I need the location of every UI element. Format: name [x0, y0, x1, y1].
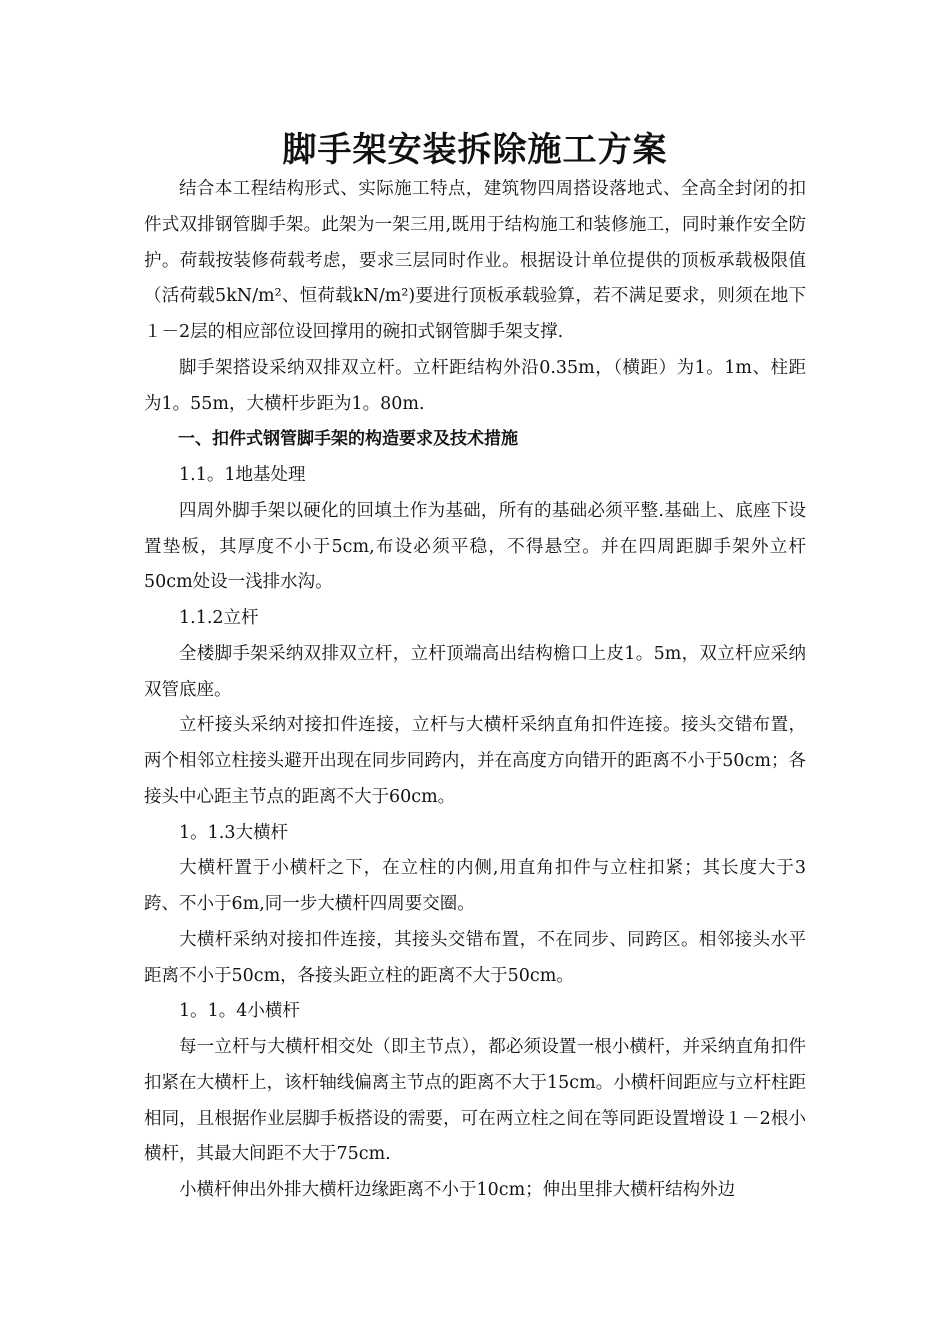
document-title: 脚手架安装拆除施工方案	[282, 130, 668, 170]
paragraph-transoms: 每一立杆与大横杆相交处（即主节点），都必须设置一根小横杆，并采纳直角扣件扣紧在大横杆上，该杆轴线偏离主节点的距离不大于15cm。小横杆间距应与立杆柱距相同，且根据作业层脚手板搭设的需要，可在两立柱之间在等同距设置增设１－2根小横杆，其最大间距不大于75cm.	[144, 1037, 806, 1165]
paragraph-intro: 结合本工程结构形式、实际施工特点，建筑物四周搭设落地式、全高全封闭的扣件式双排钢管脚手架。此架为一架三用,既用于结构施工和装修施工，同时兼作安全防护。荷载按装修荷载考虑，要求三层同时作业。根据设计单位提供的顶板承载极限值（活荷载5kN/m²、恒荷载kN/m²)要进行顶板承载验算，若不满足要求，则须在地下１－2层的相应部位设回撑用的碗扣式钢管脚手架支撑.	[144, 179, 806, 342]
subsection-heading-uprights: 1.1.2立杆	[179, 608, 259, 628]
paragraph-ledgers: 大横杆置于小横杆之下，在立柱的内侧,用直角扣件与立柱扣紧；其长度大于3跨、不小于6m,同一步大横杆四周要交圈。	[144, 858, 806, 914]
paragraph-ledger-joints: 大横杆采纳对接扣件连接，其接头交错布置，不在同步、同跨区。相邻接头水平距离不小于50cm，各接头距立柱的距离不大于50cm。	[144, 929, 806, 986]
subsection-heading-foundation: 1.1。1地基处理	[179, 465, 306, 485]
paragraph-upright-joints: 立杆接头采纳对接扣件连接，立杆与大横杆采纳直角扣件连接。接头交错布置，两个相邻立柱接头避开出现在同步同跨内，并在高度方向错开的距离不小于50cm；各接头中心距主节点的距离不大于60cm。	[144, 715, 806, 807]
document-body	[144, 172, 806, 1209]
paragraph-transom-overhang: 小横杆伸出外排大横杆边缘距离不小于10cm；伸出里排大横杆结构外边	[179, 1180, 736, 1200]
paragraph-pole-spacing: 脚手架搭设采纳双排双立杆。立杆距结构外沿0.35m，（横距）为1。1m、柱距为1。55m，大横杆步距为1。80m.	[144, 357, 806, 414]
paragraph-uprights: 全楼脚手架采纳双排双立杆，立杆顶端高出结构檐口上皮1。5m，双立杆应采纳双管底座。	[144, 643, 806, 700]
paragraph-foundation: 四周外脚手架以硬化的回填土作为基础，所有的基础必须平整.基础上、底座下设置垫板，其厚度不小于5cm,布设必须平稳，不得悬空。并在四周距脚手架外立杆50cm处设一浅排水沟。	[144, 500, 806, 593]
subsection-heading-ledgers: 1。1.3大横杆	[179, 822, 288, 843]
subsection-heading-transoms: 1。1。4小横杆	[179, 1001, 300, 1022]
section-heading: 一、扣件式钢管脚手架的构造要求及技术措施	[178, 429, 518, 450]
